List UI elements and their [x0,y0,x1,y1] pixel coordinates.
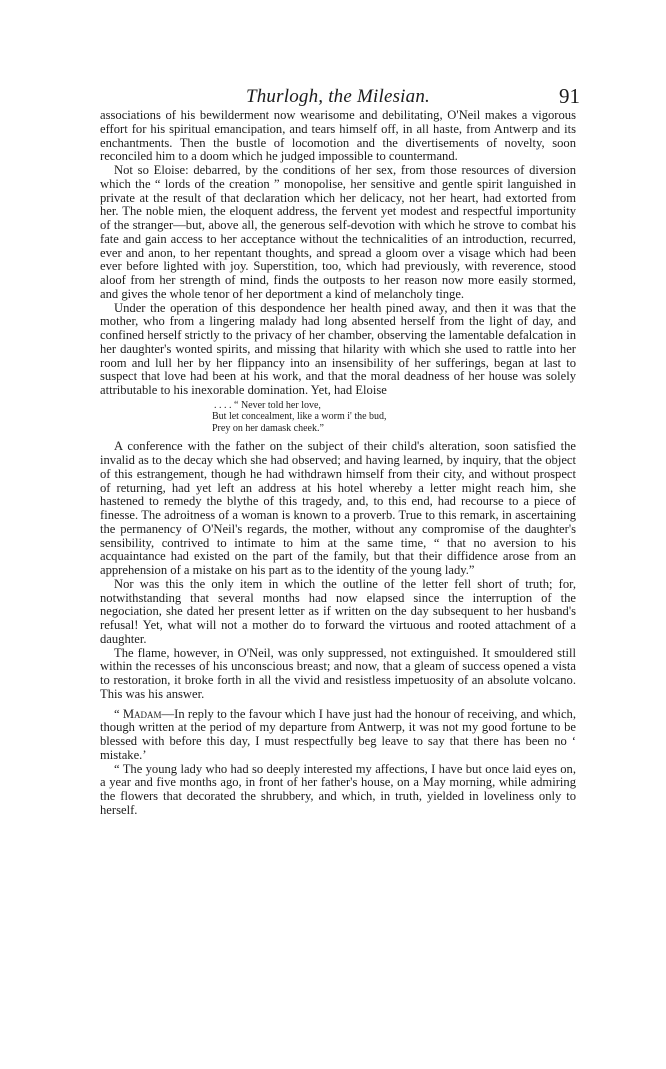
paragraph-flame: The flame, however, in O'Neil, was only suppressed, not extinguished. It smouldered still within the recesses of his unconscious breast; and now, that a gleam of success opened a vista to restoration, it broke forth in all the vivid and resistless impetuosity of an absolute volcano. This was his answer. [100,645,576,701]
letter-paragraph-1 [100,708,576,763]
paragraph-eloise: Not so Eloise: debarred, by the conditions of her sex, from those resources of diversion which the “ lords of the creation ” monopolise, her sensitive and gentle spirit languished in private at the result of that declaration which her delicacy, not her heart, had extorted from her. The noble mien, the eloquent address, the fervent yet modest and respectful importunity of the stranger—but, above all, the generous self-devotion with which he strove to combat his fate and gain access to her acceptance without the technicalities of an introduction, recurred, ever and anon, to her repentant thoughts, and spread a gloom over a visage which had been ever before lighted with joy. Superstition, too, which had previously, with reverence, stood aloof from her strength of mind, finds the outposts to her reason now more easily stormed, and gives the whole tenor of her deportment a kind of melancholy tinge. [100,163,576,301]
paragraph-outline: Nor was this the only item in which the outline of the letter fell short of truth; for, notwithstanding that several months had now elapsed since the interruption of the negociation, she dated her present letter as if written on the day subsequent to her husband's refusal! Yet, what will not a mother do to forward the virtuous and rooted attachment of a daughter. [100,576,576,646]
letter-paragraph-1-text: —In reply to the favour which I have just had the honour of receiving, and which, though written at the period of my departure from Antwerp, it was not my good fortune to be blessed with before this day, I must respectfully beg leave to say that there has been no ‘ mistake.’ [100,706,577,762]
letter-paragraph-2: “ The young lady who had so deeply interested my affections, I have but once laid eyes on, a year and five months ago, in front of her father's house, on a May morning, while admiring the flowers that decorated the shrubbery, and which, in truth, yielded in loveliness only to herself. [100,761,576,817]
page-number: 91 [559,84,580,108]
quote-line-2: But let concealment, like a worm i' the bud, [212,411,387,423]
shakespeare-quote [212,400,576,435]
body-text [100,109,576,818]
paragraph-conference: A conference with the father on the subject of their child's alteration, soon satisfied the invalid as to the decay which she had observed; and having learned, by inquiry, that the object of this estrangement, though he had withdrawn himself from their city, and without prospect of returning, had yet left an address at his hotel whereby a letter might reach him, she hastened to remedy the blythe of this tragedy, and, to this end, had recourse to a piece of finesse. The adroitness of a woman is known to a proverb. True to this remark, in ascertaining the permanency of O'Neil's regards, the mother, without any compromise of the daughter's sensibility, contrived to intimate to him at the same time, “ that no aversion to his acquaintance had existed on the part of the family, but that their diffidence arose from an apprehension of a mistake on his part as to the identity of the young lady.” [100,439,576,577]
paragraph-despondence: Under the operation of this despondence her health pined away, and then it was that the mother, who from a lingering malady had long absented herself from the light of day, and confined herself strictly to the privacy of her chamber, observing the lamentable defalcation in her daughter's wonted spirits, and missing that hilarity with which she used to rattle into her room and lull her by her flippancy into an insensibility of her sufferings, began at last to suspect that love had been at his work, and that the moral deadness of her house was solely attributable to his inexorable domination. Yet, had Eloise [100,300,576,397]
running-head [100,72,580,110]
running-title: Thurlogh, the Milesian. [245,86,431,107]
quote-line-1: . . . . “ Never told her love, [214,399,321,411]
letter-greeting: “ Madam [114,706,162,721]
quote-line-3: Prey on her damask cheek.” [212,422,324,434]
paragraph-continuation: associations of his bewilderment now wearisome and debilitating, O'Neil makes a vigorous effort for his spiritual emancipation, and tears himself off, in all haste, from Antwerp and its enchantments. Then the bustle of locomotion and the divertisements of novelty, soon reconciled him to a doom which he judged impossible to countermand. [100,108,576,164]
book-page [100,0,580,1069]
